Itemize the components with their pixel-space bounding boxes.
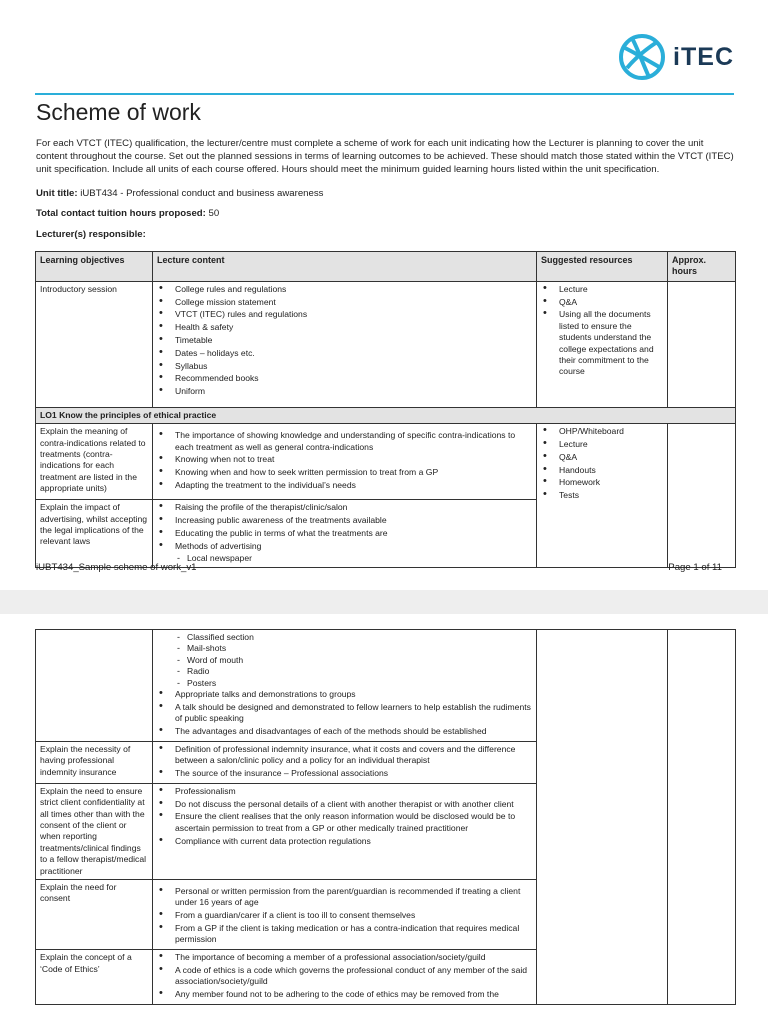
list-item: • Ensure the client realises that the only reason information would be disclosed would be to ascertain permission to treat from a GP or other medically trained practitioner: [157, 811, 532, 834]
unit-title-line: [36, 188, 323, 199]
list-item: • OHP/Whiteboard: [541, 426, 663, 437]
scheme-table-page-2: [35, 629, 736, 1005]
list-item: • Lecture: [541, 439, 663, 450]
document-page-2: [0, 614, 768, 1024]
header-approx-hours: Approx. hours: [668, 252, 736, 282]
list-item: • The importance of showing knowledge and understanding of specific contra-indications to each treatment as well as general contra-indications: [157, 430, 532, 453]
list-item: • Using all the documents listed to ensure the students understand the college expectations and their commitment to the course: [541, 309, 663, 377]
objective-cell: [36, 630, 153, 742]
lecturer-line: [36, 229, 146, 240]
lo1-heading: LO1 Know the principles of ethical practice: [36, 407, 736, 423]
table-row: [36, 281, 736, 407]
objective-cell: Explain the impact of advertising, whilst accepting the legal implications of the relevant laws: [36, 500, 153, 568]
footer-page-number: Page 1 of 11: [668, 562, 722, 573]
resources-cell: [537, 424, 668, 568]
page-title: Scheme of work: [36, 99, 201, 125]
list-item: • A talk should be designed and demonstrated to fellow learners to help establish the rudiments of public speaking: [157, 702, 532, 725]
list-item: - Classified section: [157, 632, 532, 643]
list-item: - Word of mouth: [157, 655, 532, 666]
content-cell: [153, 950, 537, 1005]
intro-paragraph: For each VTCT (ITEC) qualification, the lecturer/centre must complete a scheme of work for each unit indicating how the Lecturer is planning to cover the unit content throughout the course. Set out the planned sessions in terms of learning outcomes to be achieved. These should match those stated within the VTCT (ITEC) unit specification. Include all units of each course offered. Hours should meet the minimum guided learning hours listed within the unit specification.: [36, 138, 734, 175]
contact-hours-line: [36, 208, 219, 219]
list-item: • VTCT (ITEC) rules and regulations: [157, 309, 532, 320]
list-item: • From a guardian/carer if a client is too ill to consent themselves: [157, 910, 532, 921]
header-rule: [35, 93, 734, 95]
resources-cell: [537, 281, 668, 407]
list-item: • Compliance with current data protection regulations: [157, 836, 532, 847]
lecturer-label: Lecturer(s) responsible:: [36, 229, 146, 240]
list-item: • Health & safety: [157, 322, 532, 333]
content-cell: [153, 783, 537, 879]
list-item: • Homework: [541, 477, 663, 488]
resources-cell: [537, 630, 668, 1005]
content-cell: [153, 424, 537, 500]
content-cell: [153, 630, 537, 742]
list-item: • The importance of becoming a member of a professional association/society/guild: [157, 952, 532, 963]
header-suggested-resources: Suggested resources: [537, 252, 668, 282]
contact-hours-label: Total contact tuition hours proposed:: [36, 208, 206, 219]
list-item: • A code of ethics is a code which governs the professional conduct of any member of the said association/society/guild: [157, 965, 532, 988]
list-item: • Knowing when and how to seek written permission to treat from a GP: [157, 467, 532, 478]
hours-cell: [668, 630, 736, 1005]
list-item: • Do not discuss the personal details of a client with another therapist or with another client: [157, 799, 532, 810]
list-item: • The advantages and disadvantages of each of the methods should be established: [157, 726, 532, 737]
content-cell: [153, 741, 537, 783]
list-item: • Definition of professional indemnity insurance, what it costs and covers and the difference between a salon/clinic policy and a policy for an individual therapist: [157, 744, 532, 767]
list-item: • Tests: [541, 490, 663, 501]
objective-cell: Explain the need to ensure strict client confidentiality at all times other than with the consent of the client or when reporting treatments/clinical findings to a fellow therapist/medical practitioner: [36, 783, 153, 879]
lo1-heading-row: [36, 407, 736, 423]
content-cell: [153, 281, 537, 407]
list-item: • Knowing when not to treat: [157, 454, 532, 465]
table-row: [36, 424, 736, 500]
itec-logo: [617, 32, 734, 82]
list-item: - Radio: [157, 666, 532, 677]
content-cell: [153, 880, 537, 950]
list-item: • Adapting the treatment to the individual’s needs: [157, 480, 532, 491]
objective-cell: Explain the meaning of contra-indications related to treatments (contra-indications for each treatment are listed in the appropriate units): [36, 424, 153, 500]
table-row: [36, 630, 736, 742]
objective-cell: Explain the necessity of having professional indemnity insurance: [36, 741, 153, 783]
list-item: - Local newspaper: [157, 553, 532, 564]
list-item: • Timetable: [157, 335, 532, 346]
objective-cell: Explain the concept of a ‘Code of Ethics’: [36, 950, 153, 1005]
list-item: - Mail-shots: [157, 643, 532, 654]
hours-cell: [668, 424, 736, 568]
list-item: • Raising the profile of the therapist/clinic/salon: [157, 502, 532, 513]
contact-hours-value: 50: [208, 208, 220, 219]
list-item: • Appropriate talks and demonstrations to groups: [157, 689, 532, 700]
list-item: • Q&A: [541, 452, 663, 463]
unit-title-value: iUBT434 - Professional conduct and business awareness: [80, 188, 324, 199]
list-item: • Increasing public awareness of the treatments available: [157, 515, 532, 526]
hours-cell: [668, 281, 736, 407]
list-item: • Q&A: [541, 297, 663, 308]
objective-cell: Explain the need for consent: [36, 880, 153, 950]
unit-title-label: Unit title:: [36, 188, 78, 199]
footer-document-name: iUBT434_Sample scheme of work_v1: [36, 562, 197, 573]
content-cell: [153, 500, 537, 568]
list-item: • Dates – holidays etc.: [157, 348, 532, 359]
list-item: - Posters: [157, 678, 532, 689]
list-item: • Methods of advertising: [157, 541, 532, 552]
list-item: • Uniform: [157, 386, 532, 397]
list-item: • Personal or written permission from the parent/guardian is recommended if treating a client under 16 years of age: [157, 886, 532, 909]
list-item: • Any member found not to be adhering to the code of ethics may be removed from the: [157, 989, 532, 1000]
list-item: • Educating the public in terms of what the treatments are: [157, 528, 532, 539]
list-item: • College mission statement: [157, 297, 532, 308]
list-item: • Handouts: [541, 465, 663, 476]
list-item: • Syllabus: [157, 361, 532, 372]
table-header-row: [36, 252, 736, 282]
list-item: • Professionalism: [157, 786, 532, 797]
list-item: • The source of the insurance – Professional associations: [157, 768, 532, 779]
list-item: • Recommended books: [157, 373, 532, 384]
scheme-table-page-1: [35, 251, 736, 568]
list-item: • From a GP if the client is taking medication or has a contra-indication that requires medical permission: [157, 923, 532, 946]
list-item: • College rules and regulations: [157, 284, 532, 295]
globe-logo-icon: [617, 32, 667, 82]
header-lecture-content: Lecture content: [153, 252, 537, 282]
logo-text: iTEC: [673, 42, 734, 71]
list-item: • Lecture: [541, 284, 663, 295]
header-learning-objectives: Learning objectives: [36, 252, 153, 282]
objective-cell: Introductory session: [36, 281, 153, 407]
